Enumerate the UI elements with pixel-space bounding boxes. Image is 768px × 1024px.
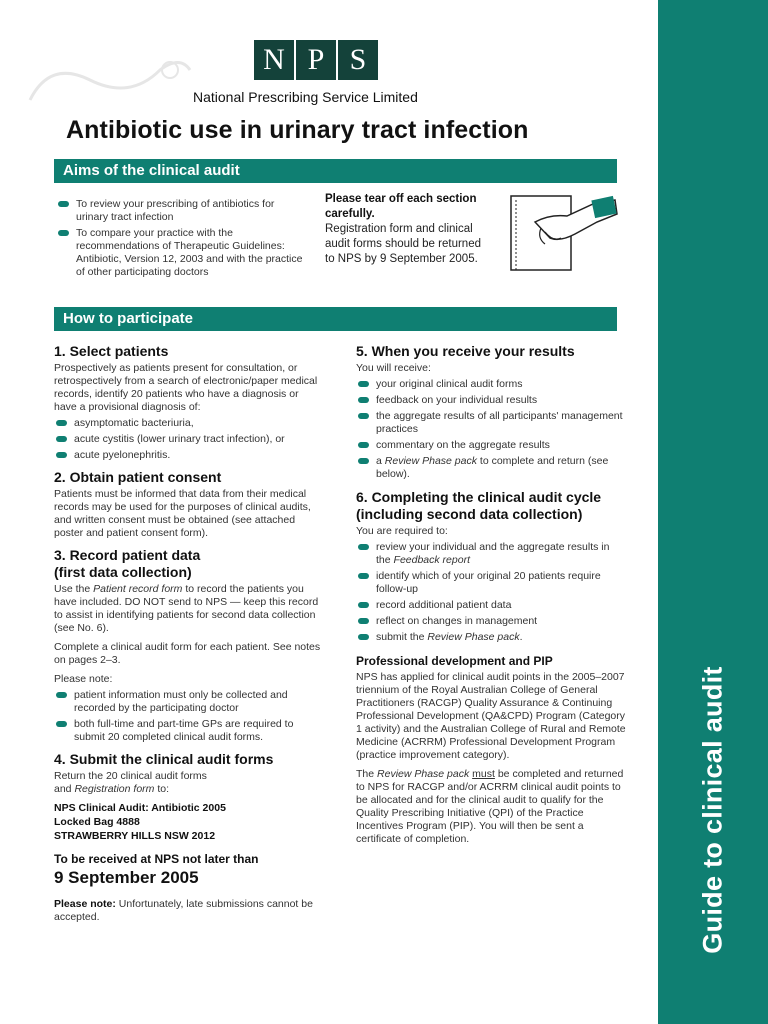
section-text: Complete a clinical audit form for each patient. See notes on pages 2–3.: [54, 641, 321, 666]
bullet-icon: [58, 230, 69, 236]
list-item: review your individual and the aggregate results in the Feedback report: [356, 541, 626, 567]
bullet-icon: [56, 420, 67, 426]
right-column: [356, 343, 626, 846]
aims-heading: Aims of the clinical audit: [54, 159, 617, 183]
section-heading: 6. Completing the clinical audit cycle (including second data collection): [356, 489, 602, 522]
bullet-icon: [58, 201, 69, 207]
section-heading: 1. Select patients: [54, 343, 169, 359]
section-text: Return the 20 clinical audit forms and Registration form to:: [54, 770, 207, 795]
bullet-icon: [358, 413, 369, 419]
postal-address: NPS Clinical Audit: Antibiotic 2005 Locked Bag 4888 STRAWBERRY HILLS NSW 2012: [54, 802, 226, 842]
aims-list: [56, 198, 306, 282]
bullet-icon: [358, 544, 369, 550]
bullet-icon: [358, 602, 369, 608]
bullet-icon: [358, 618, 369, 624]
list-item: submit the Review Phase pack.: [356, 631, 626, 644]
list-item: a Review Phase pack to complete and return (see below).: [356, 455, 626, 481]
late-note: Please note: Unfortunately, late submissions cannot be accepted.: [54, 898, 313, 923]
list-item: reflect on changes in management: [356, 615, 626, 628]
bullet-icon: [56, 452, 67, 458]
section-text: You are required to:: [356, 525, 448, 537]
list-item: asymptomatic bacteriuria,: [54, 417, 322, 430]
list-item: feedback on your individual results: [356, 394, 626, 407]
bullet-icon: [358, 397, 369, 403]
results-list: [356, 378, 626, 481]
page-title: Antibiotic use in urinary tract infection: [66, 116, 529, 144]
list-item: identify which of your original 20 patients require follow-up: [356, 570, 626, 596]
deadline-date: 9 September 2005: [54, 868, 199, 887]
organisation-name: National Prescribing Service Limited: [193, 89, 418, 105]
section-text: Use the Patient record form to record the patients you have included. DO NOT send to NPS — keep this record to assist in identifying patients for second data collection (see No. 6).: [54, 583, 319, 634]
section-text: NPS has applied for clinical audit points in the 2005–2007 triennium of the Royal Australian College of General Practitioners (RACGP) Quality Assurance & Continuing Professional Development (QA&CPD) Program (Category 1 activity) and the Australian College of Rural and Remote Medicine (ACRRM) Professional Development Program (practice improvement category).: [356, 671, 626, 761]
bullet-icon: [56, 436, 67, 442]
list-item: To compare your practice with the recommendations of Therapeutic Guidelines: Antibiotic, Version 12, 2003 and with the practice of other participating doctors: [56, 227, 306, 279]
section-heading: Professional development and PIP: [356, 654, 553, 668]
bullet-icon: [358, 573, 369, 579]
section-text: Patients must be informed that data from their medical records may be used for the purposes of clinical audits, and written consent must be obtained (see attached poster and patient consent form).: [54, 488, 311, 539]
section-heading: 2. Obtain patient consent: [54, 469, 222, 485]
list-item: the aggregate results of all participants' management practices: [356, 410, 626, 436]
logo-letter-s: S: [338, 40, 378, 80]
section-text: You will receive:: [356, 362, 431, 374]
bullet-icon: [358, 442, 369, 448]
list-item: acute pyelonephritis.: [54, 449, 322, 462]
bullet-icon: [358, 458, 369, 464]
note-list: [54, 689, 322, 744]
list-item: your original clinical audit forms: [356, 378, 626, 391]
section-text: Prospectively as patients present for consultation, or retrospectively from a search of electronic/paper medical records, identify 20 patients who have a diagnosis or have a provisional diagnosis of:: [54, 362, 318, 413]
tear-off-note: Please tear off each section carefully. Registration form and clinical audit forms should be returned to NPS by 9 September 2005.: [325, 193, 481, 265]
nps-logo: [254, 40, 380, 80]
section-text: The Review Phase pack must be completed and returned to NPS for RACGP and/or ACRRM clinical audit points to be allocated and for the clinical audit to qualify for the Quality Prescribing Initiative (QPI) of the Practice Incentives Program (PIP). You will then be sent a certificate of completion.: [356, 768, 624, 845]
participate-heading: How to participate: [54, 307, 617, 331]
list-item: patient information must only be collected and recorded by the participating doctor: [54, 689, 322, 715]
deadline-label: To be received at NPS not later than: [54, 852, 259, 866]
logo-letter-p: P: [296, 40, 336, 80]
list-item: acute cystitis (lower urinary tract infection), or: [54, 433, 322, 446]
sidebar-title: Guide to clinical audit: [697, 666, 728, 954]
section-heading: 5. When you receive your results: [356, 343, 575, 359]
section-heading: 3. Record patient data (first data collection): [54, 547, 201, 580]
bullet-icon: [358, 381, 369, 387]
section-text: Please note:: [54, 673, 113, 685]
bullet-icon: [358, 634, 369, 640]
list-item: commentary on the aggregate results: [356, 439, 626, 452]
bullet-icon: [56, 721, 67, 727]
list-item: both full-time and part-time GPs are required to submit 20 completed clinical audit forms.: [54, 718, 322, 744]
left-column: [54, 343, 322, 924]
hand-tearing-form-icon: [505, 192, 620, 274]
diagnosis-list: [54, 417, 322, 462]
section-heading: 4. Submit the clinical audit forms: [54, 751, 274, 767]
required-list: [356, 541, 626, 644]
bullet-icon: [56, 692, 67, 698]
list-item: To review your prescribing of antibiotics for urinary tract infection: [56, 198, 306, 224]
list-item: record additional patient data: [356, 599, 626, 612]
logo-letter-n: N: [254, 40, 294, 80]
